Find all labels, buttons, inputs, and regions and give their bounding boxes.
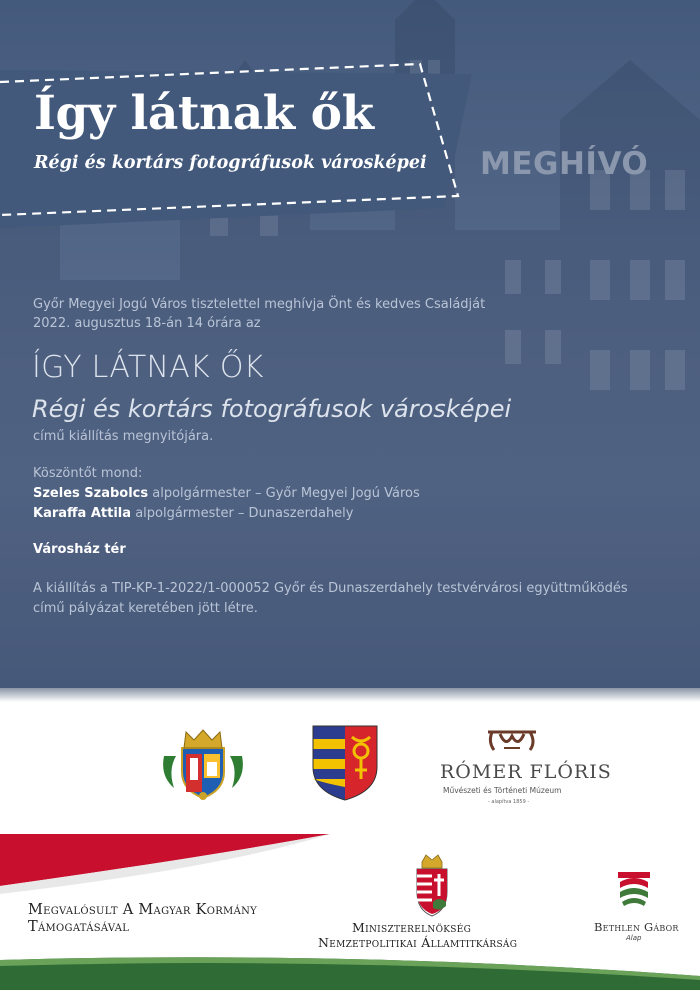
page-fold-shadow <box>0 688 700 702</box>
speaker-1-role: alpolgármester – Győr Megyei Jogú Város <box>152 486 420 501</box>
government-support-line-1: Megvalósult A Magyar Kormány <box>28 902 258 918</box>
romer-floris-name: RÓMER FLÓRIS <box>440 761 612 783</box>
government-support-line-2: Támogatásával <box>28 919 130 935</box>
venue <box>33 542 126 557</box>
bethlen-gabor-sub: Alap <box>626 934 642 942</box>
exhibition-subtitle: Régi és kortárs fotográfusok városképei <box>32 395 512 423</box>
romer-floris-monogram-icon <box>486 728 538 754</box>
ministry-line-2: Nemzetpolitikai Államtitkárság <box>318 935 518 950</box>
gyor-coat-of-arms-icon <box>160 726 246 802</box>
venue-name: Városház tér <box>33 542 126 557</box>
banner-title: Így látnak ők <box>34 86 374 141</box>
speaker-1-name: Szeles Szabolcs <box>33 486 149 501</box>
romer-floris-founded: - alapítva 1859 - <box>488 799 530 805</box>
red-ribbon-decoration <box>0 828 700 898</box>
bethlen-gabor-alap-logo-icon <box>614 866 654 918</box>
bethlen-gabor-name: Bethlen Gábor <box>594 920 679 934</box>
speaker-2-name: Karaffa Attila <box>33 506 132 521</box>
ministry-line-1: Miniszterelnökség <box>352 920 472 935</box>
dunaszerdahely-coat-of-arms-icon <box>312 725 378 801</box>
speaker-1 <box>33 486 420 501</box>
invitation-label: MEGHÍVÓ <box>480 146 649 182</box>
speaker-2-role: alpolgármester – Dunaszerdahely <box>135 506 354 521</box>
green-wave-decoration <box>0 948 700 990</box>
banner-subtitle: Régi és kortárs fotográfusok városképei <box>34 153 427 173</box>
invite-line-2: 2022. augusztus 18-án 14 órára az <box>33 316 261 331</box>
speaker-2 <box>33 506 353 521</box>
exhibition-title: ÍGY LÁTNAK ŐK <box>32 350 264 385</box>
note-line-1: A kiállítás a TIP-KP-1-2022/1-000052 Győr és Dunaszerdahely testvérvárosi együttműködés <box>33 581 628 596</box>
hungarian-coat-of-arms-icon <box>414 852 450 918</box>
greeting-label: Köszöntőt mond: <box>33 466 143 481</box>
invite-line-1: Győr Megyei Jogú Város tisztelettel meghívja Önt és kedves Családját <box>33 297 486 312</box>
exhibition-suffix: című kiállítás megnyitójára. <box>33 429 214 444</box>
note-line-2: című pályázat keretében jött létre. <box>33 601 258 616</box>
romer-floris-subtitle: Művészeti és Történeti Múzeum <box>443 786 562 795</box>
